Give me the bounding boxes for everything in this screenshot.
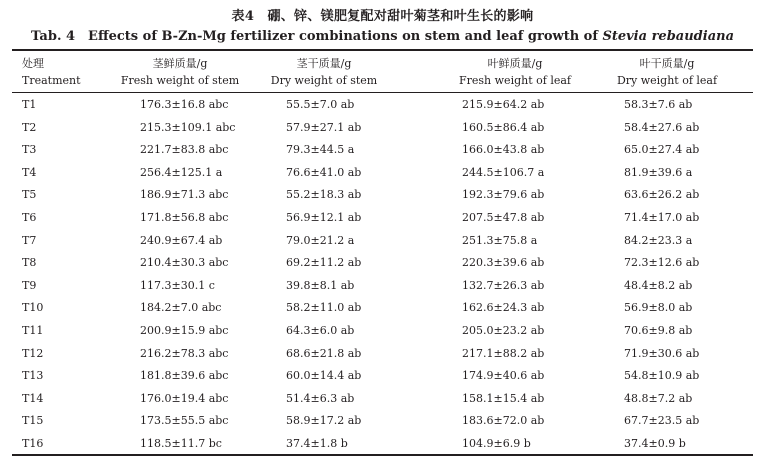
cell-leaf-fresh: 244.5±106.7 a xyxy=(462,165,545,179)
cell-stem-fresh: 186.9±71.3 abc xyxy=(140,188,229,202)
cell-stem-dry: 58.2±11.0 ab xyxy=(286,301,362,315)
cell-treatment: T16 xyxy=(22,436,44,450)
cell-stem-fresh: 256.4±125.1 a xyxy=(140,165,223,179)
cell-stem-fresh: 215.3±109.1 abc xyxy=(140,120,236,134)
header-leaf-dry xyxy=(601,55,733,89)
cell-stem-dry: 37.4±1.8 b xyxy=(286,436,348,450)
table-row xyxy=(0,185,765,208)
cell-leaf-dry: 48.4±8.2 ab xyxy=(624,278,693,292)
cell-treatment: T13 xyxy=(22,369,44,383)
cell-leaf-dry: 72.3±12.6 ab xyxy=(624,256,700,270)
cell-leaf-fresh: 132.7±26.3 ab xyxy=(462,278,545,292)
cell-stem-dry: 76.6±41.0 ab xyxy=(286,165,362,179)
cell-leaf-dry: 54.8±10.9 ab xyxy=(624,369,700,383)
header-stem-dry-cn: 茎干质量/g xyxy=(296,57,352,70)
table-title-en-main: Tab. 4 Effects of B-Zn-Mg fertilizer combinations on stem and leaf growth of xyxy=(31,29,603,44)
cell-leaf-dry: 71.9±30.6 ab xyxy=(624,346,700,360)
cell-leaf-dry: 58.4±27.6 ab xyxy=(624,120,700,134)
top-rule xyxy=(12,49,753,51)
cell-leaf-dry: 67.7±23.5 ab xyxy=(624,414,700,428)
cell-leaf-fresh: 162.6±24.3 ab xyxy=(462,301,545,315)
header-leaf-dry-en: Dry weight of leaf xyxy=(616,74,718,87)
table-row xyxy=(0,389,765,412)
table-row xyxy=(0,95,765,118)
cell-stem-dry: 60.0±14.4 ab xyxy=(286,369,362,383)
table-row xyxy=(0,231,765,254)
table-row xyxy=(0,276,765,299)
table-row xyxy=(0,118,765,141)
cell-leaf-dry: 37.4±0.9 b xyxy=(624,436,686,450)
cell-leaf-fresh: 215.9±64.2 ab xyxy=(462,98,545,111)
cell-leaf-fresh: 104.9±6.9 b xyxy=(462,436,531,450)
table-row xyxy=(0,344,765,367)
cell-stem-dry: 64.3±6.0 ab xyxy=(286,323,355,337)
cell-stem-fresh: 200.9±15.9 abc xyxy=(140,323,229,337)
cell-treatment: T3 xyxy=(22,143,37,157)
cell-stem-fresh: 240.9±67.4 ab xyxy=(140,233,223,247)
cell-leaf-dry: 63.6±26.2 ab xyxy=(624,188,700,202)
cell-treatment: T7 xyxy=(22,233,37,247)
table-title-species: Stevia rebaudiana xyxy=(602,29,734,44)
header-treatment-cn: 处理 xyxy=(22,57,44,70)
cell-stem-dry: 55.5±7.0 ab xyxy=(286,98,355,111)
header-leaf-dry-cn: 叶干质量/g xyxy=(639,57,695,70)
header-stem-fresh-cn: 茎鲜质量/g xyxy=(152,57,208,70)
cell-stem-fresh: 210.4±30.3 abc xyxy=(140,256,229,270)
cell-treatment: T9 xyxy=(22,278,37,292)
cell-leaf-fresh: 251.3±75.8 a xyxy=(462,233,538,247)
cell-leaf-dry: 56.9±8.0 ab xyxy=(624,301,693,315)
cell-stem-fresh: 118.5±11.7 bc xyxy=(140,436,222,450)
cell-stem-fresh: 216.2±78.3 abc xyxy=(140,346,229,360)
table-title-en xyxy=(0,25,765,44)
cell-treatment: T14 xyxy=(22,391,44,405)
cell-treatment: T15 xyxy=(22,414,44,428)
table-row xyxy=(0,208,765,231)
cell-treatment: T1 xyxy=(22,98,37,111)
cell-stem-dry: 56.9±12.1 ab xyxy=(286,210,362,224)
cell-treatment: T12 xyxy=(22,346,44,360)
cell-leaf-fresh: 166.0±43.8 ab xyxy=(462,143,545,157)
cell-stem-dry: 79.0±21.2 a xyxy=(286,233,355,247)
cell-treatment: T4 xyxy=(22,165,37,179)
cell-stem-fresh: 184.2±7.0 abc xyxy=(140,301,222,315)
cell-leaf-dry: 70.6±9.8 ab xyxy=(624,323,693,337)
cell-stem-fresh: 176.3±16.8 abc xyxy=(140,98,229,111)
cell-leaf-dry: 48.8±7.2 ab xyxy=(624,391,693,405)
cell-treatment: T10 xyxy=(22,301,44,315)
cell-stem-fresh: 221.7±83.8 abc xyxy=(140,143,229,157)
table-row xyxy=(0,253,765,276)
cell-stem-fresh: 171.8±56.8 abc xyxy=(140,210,229,224)
header-rule xyxy=(12,92,753,93)
cell-treatment: T5 xyxy=(22,188,37,202)
cell-stem-dry: 58.9±17.2 ab xyxy=(286,414,362,428)
cell-leaf-fresh: 174.9±40.6 ab xyxy=(462,369,545,383)
cell-stem-fresh: 176.0±19.4 abc xyxy=(140,391,229,405)
cell-leaf-dry: 81.9±39.6 a xyxy=(624,165,693,179)
header-stem-dry-en: Dry weight of stem xyxy=(270,74,378,87)
table-row xyxy=(0,366,765,389)
table-title-cn: 表4 硼、锌、镁肥复配对甜叶菊茎和叶生长的影响 xyxy=(231,9,534,24)
cell-stem-dry: 69.2±11.2 ab xyxy=(286,256,362,270)
cell-leaf-fresh: 205.0±23.2 ab xyxy=(462,323,545,337)
cell-stem-dry: 79.3±44.5 a xyxy=(286,143,355,157)
table-row xyxy=(0,140,765,163)
cell-stem-dry: 68.6±21.8 ab xyxy=(286,346,362,360)
cell-leaf-fresh: 192.3±79.6 ab xyxy=(462,188,545,202)
table-row xyxy=(0,411,765,434)
table-row xyxy=(0,163,765,186)
cell-stem-fresh: 181.8±39.6 abc xyxy=(140,369,229,383)
cell-stem-fresh: 173.5±55.5 abc xyxy=(140,414,229,428)
cell-leaf-dry: 71.4±17.0 ab xyxy=(624,210,700,224)
table-row xyxy=(0,298,765,321)
header-stem-fresh-en: Fresh weight of stem xyxy=(120,74,240,87)
header-treatment-en: Treatment xyxy=(22,74,81,87)
header-leaf-fresh-en: Fresh weight of leaf xyxy=(459,74,571,87)
table-row xyxy=(0,321,765,344)
cell-leaf-dry: 65.0±27.4 ab xyxy=(624,143,700,157)
cell-leaf-dry: 84.2±23.3 a xyxy=(624,233,693,247)
cell-stem-dry: 51.4±6.3 ab xyxy=(286,391,355,405)
cell-treatment: T8 xyxy=(22,256,37,270)
header-stem-fresh xyxy=(100,55,260,89)
cell-leaf-fresh: 217.1±88.2 ab xyxy=(462,346,545,360)
cell-leaf-fresh: 207.5±47.8 ab xyxy=(462,210,545,224)
cell-leaf-fresh: 160.5±86.4 ab xyxy=(462,120,545,134)
cell-stem-fresh: 117.3±30.1 c xyxy=(140,278,215,292)
cell-treatment: T6 xyxy=(22,210,37,224)
cell-stem-dry: 57.9±27.1 ab xyxy=(286,120,362,134)
cell-leaf-fresh: 158.1±15.4 ab xyxy=(462,391,545,405)
cell-leaf-fresh: 220.3±39.6 ab xyxy=(462,256,545,270)
header-stem-dry xyxy=(262,55,386,89)
bottom-rule xyxy=(12,454,753,456)
header-leaf-fresh xyxy=(430,55,600,89)
cell-stem-dry: 39.8±8.1 ab xyxy=(286,278,355,292)
cell-leaf-fresh: 183.6±72.0 ab xyxy=(462,414,545,428)
cell-stem-dry: 55.2±18.3 ab xyxy=(286,188,362,202)
cell-leaf-dry: 58.3±7.6 ab xyxy=(624,98,693,111)
cell-treatment: T11 xyxy=(22,323,44,337)
table-body xyxy=(0,95,765,457)
header-treatment xyxy=(22,55,81,89)
header-leaf-fresh-cn: 叶鲜质量/g xyxy=(487,57,543,70)
cell-treatment: T2 xyxy=(22,120,37,134)
